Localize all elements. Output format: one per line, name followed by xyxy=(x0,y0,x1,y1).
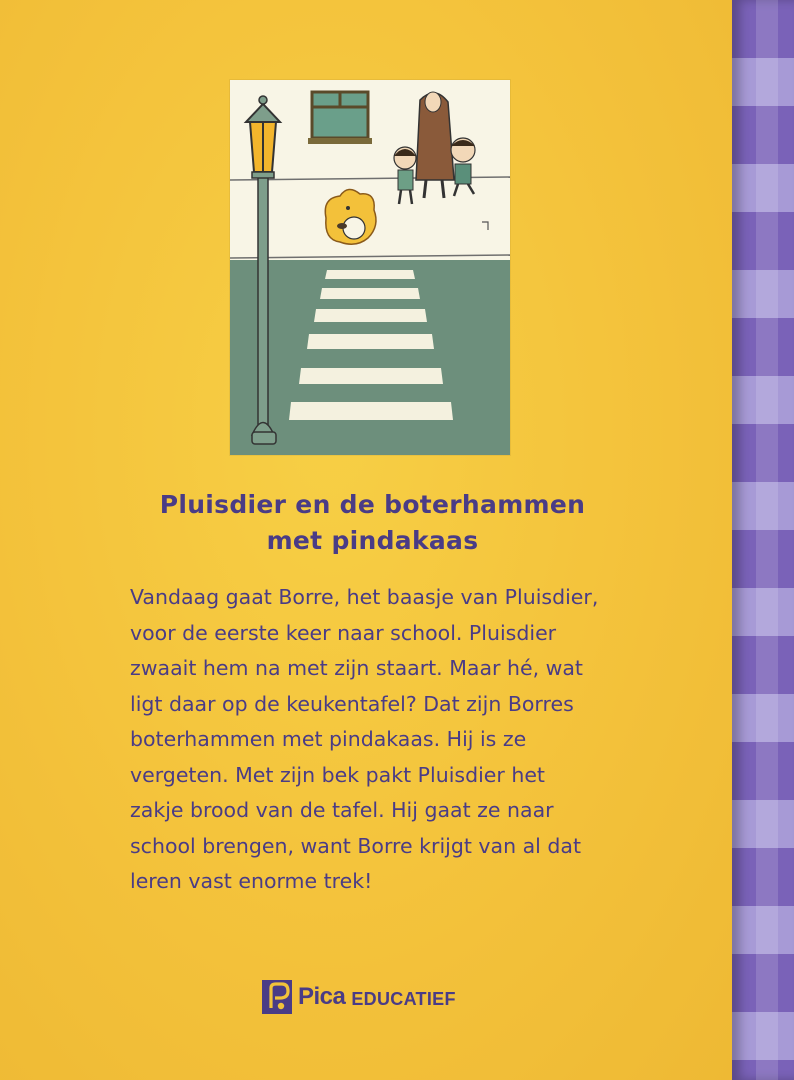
blurb-line: zwaait hem na met zijn staart. Maar hé, wat xyxy=(130,656,583,680)
book-title-line-1: Pluisdier en de boterhammen xyxy=(159,490,586,519)
blurb-line: school brengen, want Borre krijgt van al dat xyxy=(130,833,581,858)
street-scene-image xyxy=(230,80,510,455)
publisher-division: EDUCATIEF xyxy=(351,988,456,1009)
publisher-name: Pica xyxy=(298,983,346,1010)
book-title xyxy=(100,487,645,559)
book-spine xyxy=(732,0,794,1080)
publisher-logo xyxy=(262,979,456,1015)
cover-illustration xyxy=(230,80,510,455)
blurb-line: vergeten. Met zijn bek pakt Pluisdier het xyxy=(130,762,545,787)
pica-logo-icon xyxy=(262,980,292,1014)
blurb-line: voor de eerste keer naar school. Pluisdier xyxy=(130,620,557,645)
book-title-line-2: met pindakaas xyxy=(266,526,479,555)
book-blurb xyxy=(130,580,650,900)
blurb-line: leren vast enorme trek! xyxy=(130,869,373,893)
blurb-line: zakje brood van de tafel. Hij gaat ze naar xyxy=(130,798,554,822)
blurb-line: Vandaag gaat Borre, het baasje van Pluisdier, xyxy=(130,585,599,609)
blurb-line: ligt daar op de keukentafel? Dat zijn Borres xyxy=(130,691,574,716)
blurb-line: boterhammen met pindakaas. Hij is ze xyxy=(130,727,527,751)
